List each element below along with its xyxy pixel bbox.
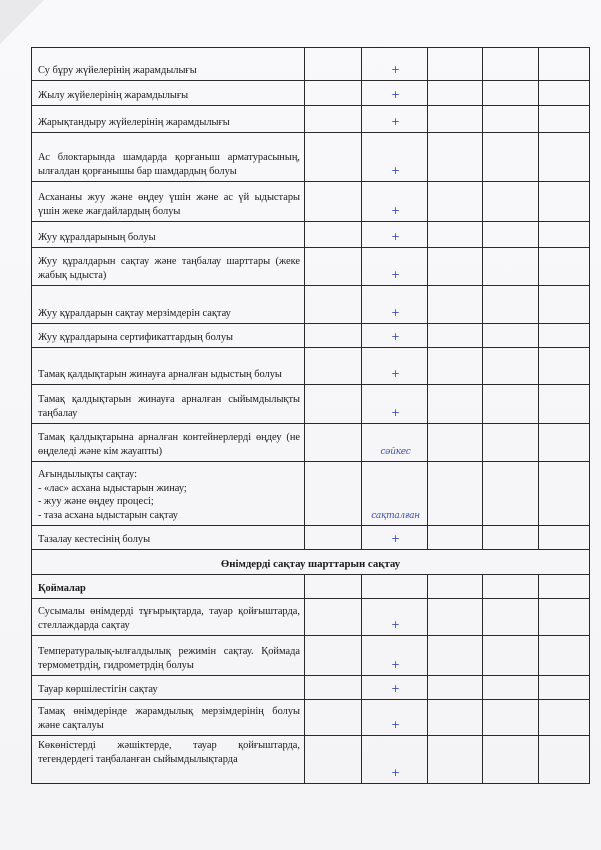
blank-cell: [483, 348, 539, 385]
handwritten-note: сақталған: [362, 462, 428, 526]
blank-cell: [305, 636, 362, 676]
table-row: [32, 462, 590, 526]
blank-cell: [305, 700, 362, 736]
criterion-text: Жуу құралдарына сертификаттардың болуы: [32, 324, 305, 348]
blank-cell: [305, 182, 362, 222]
group-header-row: [32, 575, 590, 599]
blank-cell: [539, 48, 590, 81]
table-row: [32, 599, 590, 636]
check-mark: +: [362, 526, 428, 550]
check-mark: +: [362, 348, 428, 385]
blank-cell: [539, 700, 590, 736]
table-row: [32, 700, 590, 736]
table-row: [32, 348, 590, 385]
check-mark: +: [362, 636, 428, 676]
criterion-text: Тауар көршілестігін сақтау: [32, 676, 305, 700]
blank-cell: [539, 385, 590, 424]
blank-cell: [539, 106, 590, 133]
table-row: [32, 636, 590, 676]
table-row: [32, 248, 590, 286]
blank-cell: [305, 133, 362, 182]
blank-cell: [428, 424, 483, 462]
check-mark: +: [362, 324, 428, 348]
blank-cell: [483, 222, 539, 248]
check-mark: +: [362, 133, 428, 182]
table-row: [32, 48, 590, 81]
blank-cell: [539, 424, 590, 462]
blank-cell: [539, 575, 590, 599]
table-row: [32, 106, 590, 133]
handwritten-note: сәйкес: [362, 424, 428, 462]
page-fold-corner: [0, 0, 44, 44]
blank-cell: [428, 348, 483, 385]
check-mark: +: [362, 81, 428, 106]
blank-cell: [428, 248, 483, 286]
list-line: - жуу және өңдеу процесі;: [38, 496, 154, 508]
blank-cell: [305, 736, 362, 784]
blank-cell: [483, 575, 539, 599]
blank-cell: [305, 462, 362, 526]
blank-cell: [362, 575, 428, 599]
blank-cell: [305, 222, 362, 248]
blank-cell: [539, 348, 590, 385]
blank-cell: [483, 676, 539, 700]
blank-cell: [428, 286, 483, 324]
criterion-text: Жылу жүйелерінің жарамдылығы: [32, 81, 305, 106]
criterion-text: Тамақ қалдықтарын жинауға арналған сыйымдылықты таңбалау: [32, 385, 305, 424]
list-line: - таза асхана ыдыстарын сақтау: [38, 510, 178, 522]
blank-cell: [305, 385, 362, 424]
blank-cell: [305, 424, 362, 462]
blank-cell: [428, 676, 483, 700]
criterion-text: Жуу құралдарын сақтау мерзімдерін сақтау: [32, 286, 305, 324]
check-mark: +: [362, 385, 428, 424]
check-mark: +: [362, 182, 428, 222]
blank-cell: [483, 324, 539, 348]
criterion-text: Жуу құралдарының болуы: [32, 222, 305, 248]
check-mark: +: [362, 599, 428, 636]
criterion-text: Тамақ өнімдерінде жарамдылық мерзімдерінің болуы және сақталуы: [32, 700, 305, 736]
criterion-text: [32, 462, 305, 526]
blank-cell: [539, 222, 590, 248]
table-row: [32, 385, 590, 424]
blank-cell: [539, 526, 590, 550]
blank-cell: [428, 133, 483, 182]
criterion-text: Тазалау кестесінің болуы: [32, 526, 305, 550]
blank-cell: [305, 348, 362, 385]
blank-cell: [428, 736, 483, 784]
check-mark: +: [362, 106, 428, 133]
blank-cell: [305, 526, 362, 550]
criterion-text: Жарықтандыру жүйелерінің жарамдылығы: [32, 106, 305, 133]
blank-cell: [428, 526, 483, 550]
blank-cell: [483, 599, 539, 636]
criterion-text: Тамақ қалдықтарына арналған контейнерлерді өңдеу (не өңделеді және кім жауапты): [32, 424, 305, 462]
blank-cell: [483, 182, 539, 222]
criterion-text: Температуралық-ылғалдылық режимін сақтау. Қоймада термометрдің, гидрометрдің болуы: [32, 636, 305, 676]
blank-cell: [483, 81, 539, 106]
table-row: [32, 182, 590, 222]
blank-cell: [428, 222, 483, 248]
blank-cell: [539, 636, 590, 676]
table-row: [32, 324, 590, 348]
blank-cell: [483, 133, 539, 182]
criterion-text: Тамақ қалдықтарын жинауға арналған ыдыстың болуы: [32, 348, 305, 385]
blank-cell: [305, 248, 362, 286]
blank-cell: [483, 736, 539, 784]
blank-cell: [483, 526, 539, 550]
table-row: [32, 81, 590, 106]
blank-cell: [539, 676, 590, 700]
blank-cell: [483, 106, 539, 133]
table-row: [32, 133, 590, 182]
blank-cell: [428, 48, 483, 81]
criterion-text: Сусымалы өнімдерді тұғырықтарда, тауар қойғыштарда, стеллаждарда сақтау: [32, 599, 305, 636]
check-mark: +: [362, 222, 428, 248]
blank-cell: [483, 248, 539, 286]
check-mark: +: [362, 736, 428, 784]
table-row: [32, 526, 590, 550]
blank-cell: [483, 636, 539, 676]
blank-cell: [483, 286, 539, 324]
blank-cell: [483, 424, 539, 462]
blank-cell: [428, 636, 483, 676]
blank-cell: [483, 48, 539, 81]
blank-cell: [539, 133, 590, 182]
blank-cell: [428, 599, 483, 636]
blank-cell: [305, 81, 362, 106]
blank-cell: [428, 385, 483, 424]
blank-cell: [428, 575, 483, 599]
table-row: [32, 286, 590, 324]
blank-cell: [428, 182, 483, 222]
check-mark: +: [362, 676, 428, 700]
blank-cell: [483, 385, 539, 424]
blank-cell: [305, 48, 362, 81]
check-mark: +: [362, 700, 428, 736]
blank-cell: [539, 324, 590, 348]
criterion-text: Ас блоктарында шамдарда қорғаныш арматурасының, ылғалдан қорғанышы бар шамдардың болуы: [32, 133, 305, 182]
blank-cell: [305, 286, 362, 324]
section-title: Өнімдерді сақтау шарттарын сақтау: [32, 550, 590, 575]
blank-cell: [305, 106, 362, 133]
blank-cell: [483, 700, 539, 736]
section-header-row: [32, 550, 590, 575]
checklist-table: [31, 47, 590, 784]
blank-cell: [539, 599, 590, 636]
blank-cell: [428, 324, 483, 348]
table-row: [32, 736, 590, 784]
blank-cell: [483, 462, 539, 526]
criterion-text: Көкөністерді жәшіктерде, тауар қойғыштарда, тегендердегі таңбаланған сыйымдылықтарда: [32, 736, 305, 784]
blank-cell: [539, 81, 590, 106]
blank-cell: [539, 182, 590, 222]
blank-cell: [305, 575, 362, 599]
blank-cell: [305, 676, 362, 700]
check-mark: +: [362, 48, 428, 81]
criterion-text: Асхананы жуу және өңдеу үшін және ас үй ыдыстары үшін жеке жағдайлардың болуы: [32, 182, 305, 222]
check-mark: +: [362, 286, 428, 324]
list-line: Ағындылықты сақтау:: [38, 468, 138, 480]
table-row: [32, 424, 590, 462]
criterion-text: Жуу құралдарын сақтау және таңбалау шарттары (жеке жабық ыдыста): [32, 248, 305, 286]
blank-cell: [539, 286, 590, 324]
table-row: [32, 676, 590, 700]
blank-cell: [428, 106, 483, 133]
blank-cell: [428, 462, 483, 526]
blank-cell: [428, 81, 483, 106]
blank-cell: [539, 736, 590, 784]
blank-cell: [539, 462, 590, 526]
table-row: [32, 222, 590, 248]
check-mark: +: [362, 248, 428, 286]
criterion-text: Су бұру жүйелерінің жарамдылығы: [32, 48, 305, 81]
blank-cell: [305, 599, 362, 636]
blank-cell: [539, 248, 590, 286]
group-title: Қоймалар: [32, 575, 305, 599]
blank-cell: [305, 324, 362, 348]
blank-cell: [428, 700, 483, 736]
list-line: - «лас» асхана ыдыстарын жинау;: [38, 482, 187, 494]
